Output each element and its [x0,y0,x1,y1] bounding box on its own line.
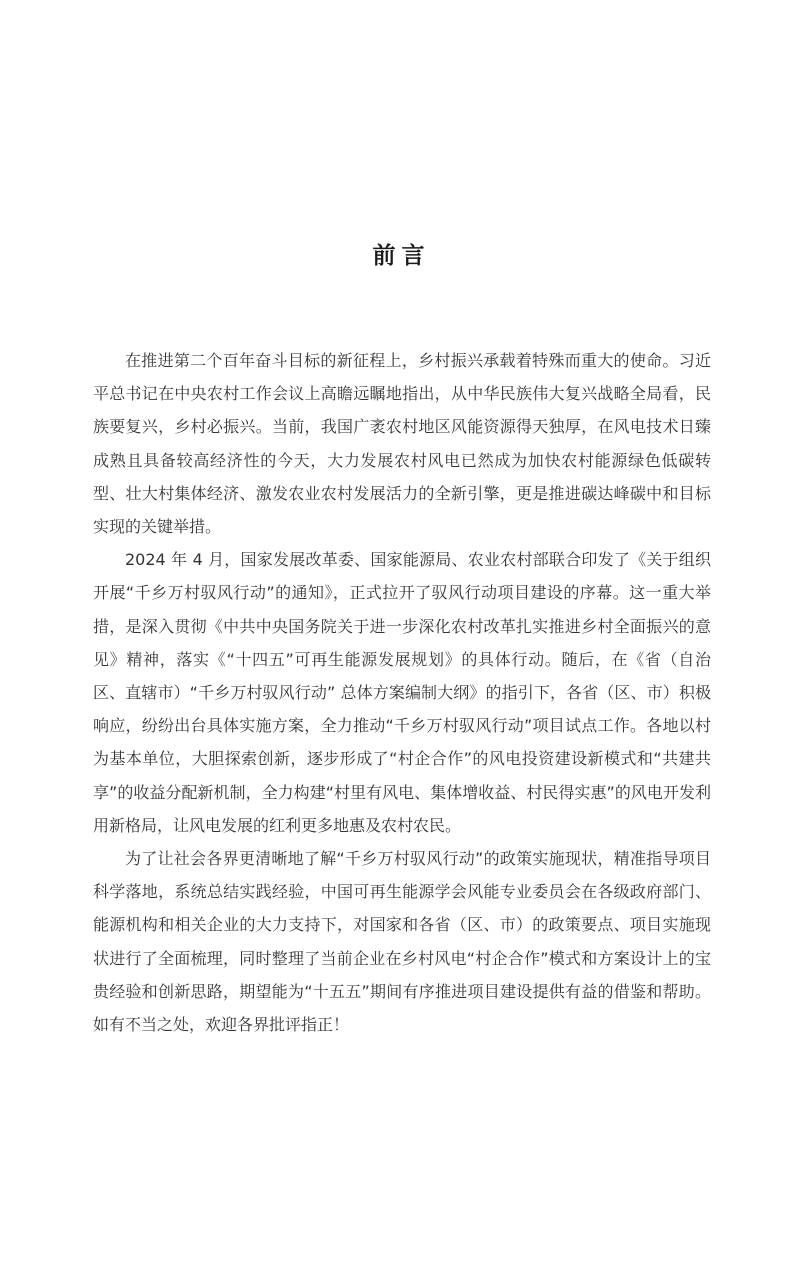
paragraph-2: 2024 年 4 月，国家发展改革委、国家能源局、农业农村部联合印发了《关于组织开展“千乡万村驭风行动”的通知》，正式拉开了驭风行动项目建设的序幕。这一重大举措，是深入贯彻《中共中央国务院关于进一步深化农村改革扎实推进乡村全面振兴的意见》精神，落实《“十四五”可再生能源发展规划》的具体行动。随后，在《省（自治区、直辖市）“千乡万村驭风行动” 总体方案编制大纲》的指引下，各省（区、市）积极响应，纷纷出台具体实施方案，全力推动“千乡万村驭风行动”项目试点工作。各地以村为基本单位，大胆探索创新，逐步形成了“村企合作”的风电投资建设新模式和“共建共享”的收益分配新机制，全力构建“村里有风电、集体增收益、村民得实惠”的风电开发利用新格局，让风电发展的红利更多地惠及农村农民。 [93,550,711,835]
page-title: 前言 [372,243,431,270]
paragraph-3: 为了让社会各界更清晰地了解“千乡万村驭风行动”的政策实施现状，精准指导项目科学落地，系统总结实践经验，中国可再生能源学会风能专业委员会在各级政府部门、能源机构和相关企业的大力支持下，对国家和各省（区、市）的政策要点、项目实施现状进行了全面梳理，同时整理了当前企业在乡村风电“村企合作”模式和方案设计上的宝贵经验和创新思路，期望能为“十五五”期间有序推进项目建设提供有益的借鉴和帮助。如有不当之处，欢迎各界批评指正！ [93,849,711,1035]
preface-body [93,344,711,1041]
paragraph-1: 在推进第二个百年奋斗目标的新征程上，乡村振兴承载着特殊而重大的使命。习近平总书记在中央农村工作会议上高瞻远瞩地指出，从中华民族伟大复兴战略全局看，民族要复兴，乡村必振兴。当前，我国广袤农村地区风能资源得天独厚，在风电技术日臻成熟且具备较高经济性的今天，大力发展农村风电已然成为加快农村能源绿色低碳转型、壮大村集体经济、激发农业农村发展活力的全新引擎，更是推进碳达峰碳中和目标实现的关键举措。 [93,351,711,537]
